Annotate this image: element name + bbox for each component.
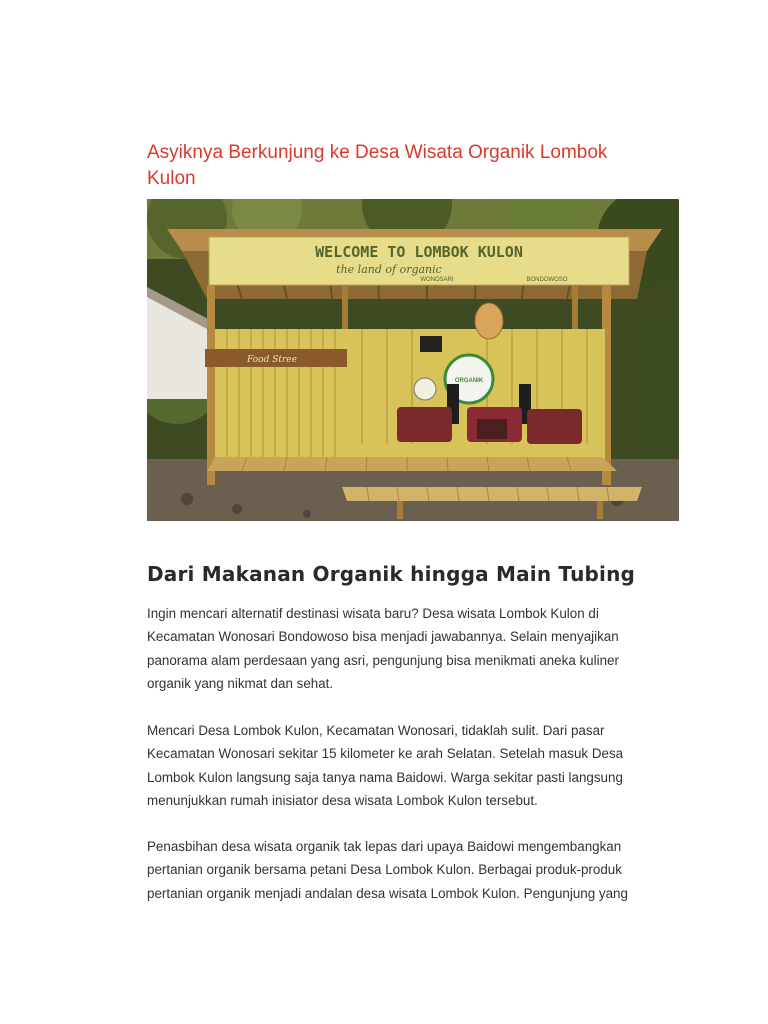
banner-location-right: BONDOWOSO bbox=[526, 277, 568, 283]
banner-text: WELCOME TO LOMBOK KULON bbox=[315, 243, 523, 261]
article-title[interactable]: Asyiknya Berkunjung ke Desa Wisata Organik Lombok Kulon bbox=[147, 142, 608, 189]
banner-location-left: WONOSARI bbox=[420, 277, 454, 283]
organic-logo-text: ORGANIK bbox=[454, 378, 484, 384]
food-street-sign: Food Stree bbox=[247, 355, 297, 365]
paragraph-3: Penasbihan desa wisata organik tak lepas dari upaya Baidowi mengembangkan pertanian organik bersama petani Desa Lombok Kulon. Berbagai produk-produk pertanian organik menjadi andalan desa wisata Lombok Kulon. Pengunjung yang bbox=[147, 839, 628, 901]
hero-image bbox=[147, 199, 679, 521]
paragraph-2: Mencari Desa Lombok Kulon, Kecamatan Wonosari, tidaklah sulit. Dari pasar Kecamatan Wonosari sekitar 15 kilometer ke arah Selatan. Setelah masuk Desa Lombok Kulon langsung saja tanya nama Baidowi. Warga sekitar pasti langsung menunjukkan rumah inisiator desa wisata Lombok Kulon tersebut. bbox=[147, 723, 624, 808]
section-heading: Dari Makanan Organik hingga Main Tubing bbox=[147, 562, 636, 586]
paragraph-1: Ingin mencari alternatif destinasi wisata baru? Desa wisata Lombok Kulon di Kecamatan Wonosari Bondowoso bisa menjadi jawabannya. Selain menyajikan panorama alam perdesaan yang asri, pengunjung bisa menikmati aneka kuliner organik yang nikmat dan sehat. bbox=[147, 606, 619, 691]
bamboo-gazebo-photo bbox=[147, 199, 679, 521]
banner-subtitle: the land of organic bbox=[336, 263, 442, 276]
